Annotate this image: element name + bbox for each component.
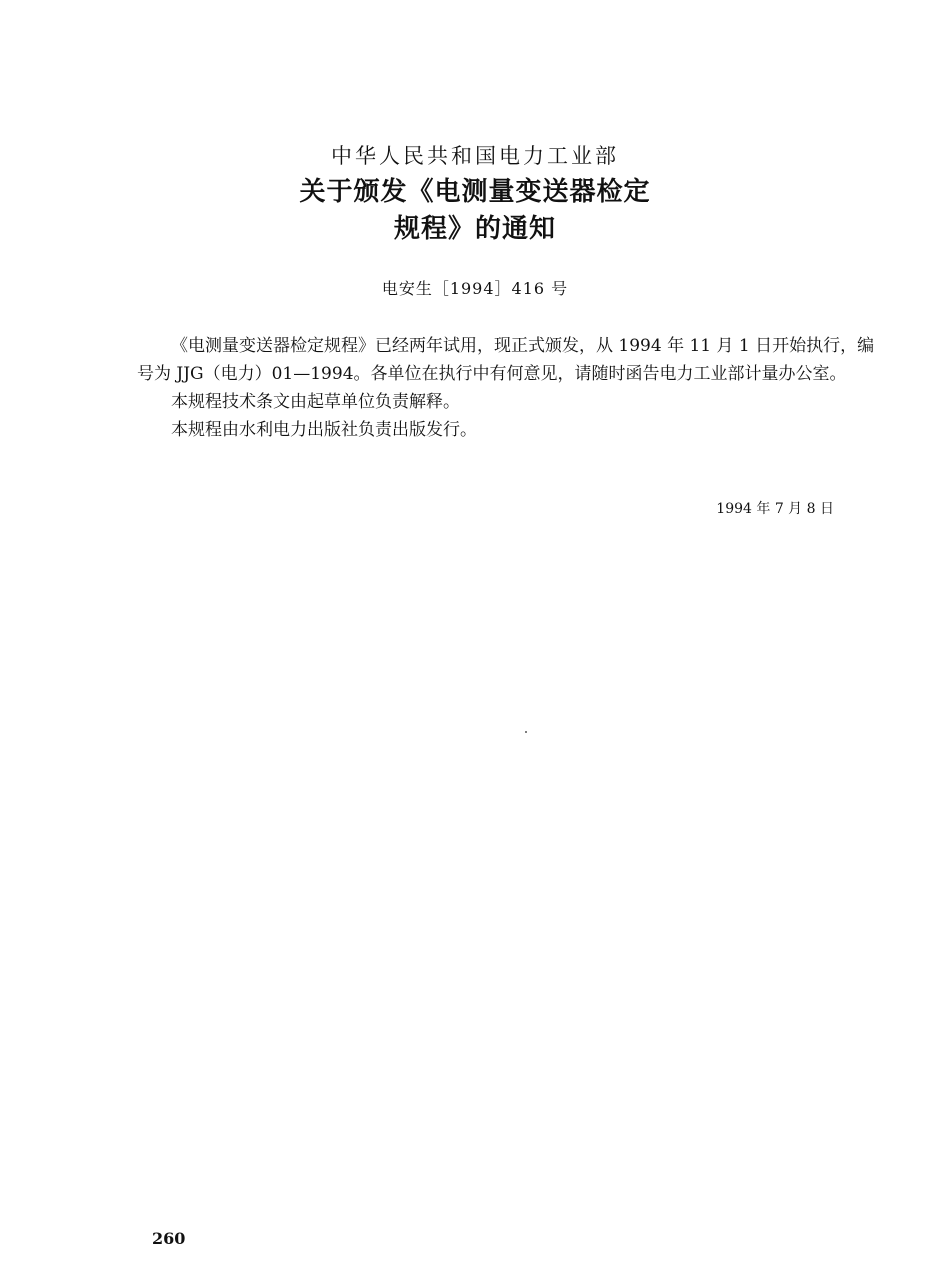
scan-speck — [525, 731, 527, 733]
document-number: 电安生［1994］416 号 — [381, 279, 569, 298]
document-title-line-1: 关于颁发《电测量变送器检定 — [299, 177, 651, 207]
document-title-line-2: 规程》的通知 — [393, 214, 556, 244]
issuing-authority: 中华人民共和国电力工业部 — [331, 144, 619, 168]
notice-body — [137, 332, 882, 444]
page-number: 260 — [152, 1229, 186, 1248]
body-paragraph-1: 《电测量变送器检定规程》已经两年试用，现正式颁发，从 1994 年 11 月 1 日开始执行，编号为 JJG（电力）01—1994。各单位在执行中有何意见，请随时函告电力工业部计量办公室。 — [137, 336, 875, 384]
body-paragraph-3: 本规程由水利电力出版社负责出版发行。 — [171, 420, 477, 440]
body-paragraph-2: 本规程技术条文由起草单位负责解释。 — [171, 392, 460, 412]
issue-date: 1994 年 7 月 8 日 — [716, 501, 834, 517]
